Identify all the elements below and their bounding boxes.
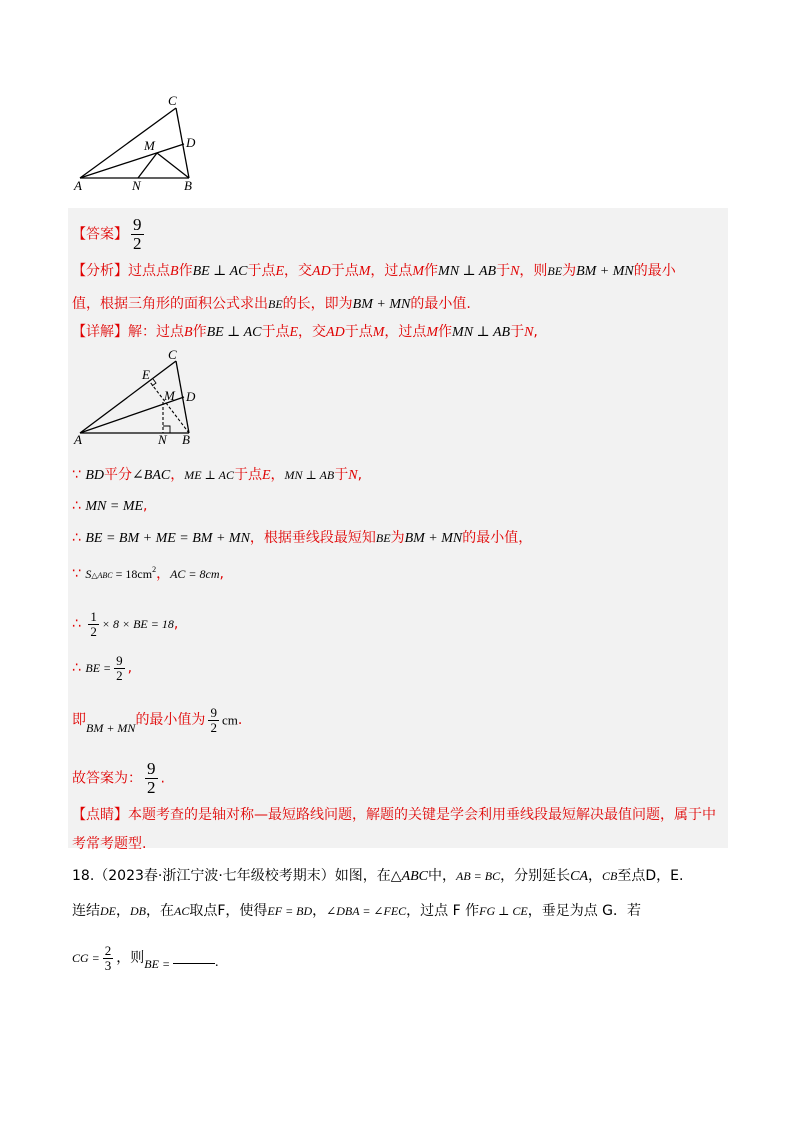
label-D2: D: [186, 389, 196, 404]
label-C2: C: [168, 347, 177, 362]
q18-line-2: 连结DE，DB，在AC取点F，使得EF = BD，∠DBA = ∠FEC，过点 F 作FG ⊥ CE，垂足为点 G．若: [72, 903, 642, 919]
step-1: ∵ BD平分∠BAC，ME ⊥ AC于点E，MN ⊥ AB于N,: [72, 467, 363, 483]
answer-fraction: $\frac{9}{2}$: [133, 215, 142, 253]
step-4: ∵ S△ABC = $18cm^2$，AC = 8cm,: [72, 565, 224, 582]
step-3: ∴ BE = BM + ME = BM + MN，根据垂线段最短知BE为BM + MN的最小值，: [72, 530, 533, 546]
step-6-fraction: $\frac{9}{2}$: [116, 653, 123, 683]
comment-line-1: 【点睛】本题考查的是轴对称—最短路线问题，解题的关键是学会利用垂线段最短解决最值问题，属于中: [72, 807, 716, 823]
comment-line-2: 考常考题型.: [72, 836, 147, 852]
label-M2: M: [164, 388, 175, 403]
label-A: A: [74, 178, 82, 192]
answer-blank: [173, 963, 215, 964]
triangle-figure-1: [72, 92, 202, 192]
label-A2: A: [74, 432, 82, 447]
label-B: B: [184, 178, 192, 192]
step-7: 即BM + MN的最小值为 $\frac{9}{2}$ cm.: [72, 705, 243, 736]
label-E2: E: [142, 367, 150, 382]
label-N2: N: [158, 432, 167, 447]
label-B2: B: [182, 432, 190, 447]
label-D: D: [186, 135, 196, 150]
q18-period: .: [215, 955, 219, 971]
label-M: M: [144, 138, 155, 153]
detail-line-1: 【详解】解：过点B作BE ⊥ AC于点E，交AD于点M，过点M作MN ⊥ AB于N,: [72, 324, 538, 340]
label-C: C: [168, 93, 177, 108]
q18-line-3: CG = $\frac{2}{3}$ ，则BE = .: [72, 943, 219, 973]
answer-line: 【答案】 $\frac{9}{2}$: [72, 215, 142, 253]
q18-line-1: 18.（2023春·浙江宁波·七年级校考期末）如图，在△ABC中，AB = BC，分别延长CA，CB至点D，E.: [72, 868, 684, 884]
step-6: ∴ BE = $\frac{9}{2}$ ,: [72, 653, 133, 683]
analysis-line-1: 【分析】过点点B作BE ⊥ AC于点E，交AD于点M，过点M作MN ⊥ AB于N，则BE为BM + MN的最小: [72, 263, 676, 279]
triangle-figure-2: [72, 347, 202, 447]
label-N: N: [132, 178, 141, 192]
step-5-fraction: $\frac{1}{2}$: [90, 609, 97, 639]
step-2: ∴ MN = ME,: [72, 498, 148, 514]
step-8-fraction: $\frac{9}{2}$: [147, 759, 156, 797]
analysis-line-2: 值，根据三角形的面积公式求出BE的长，即为BM + MN的最小值.: [72, 296, 471, 312]
q18-fraction: $\frac{2}{3}$: [104, 943, 112, 973]
step-8: 故答案为： $\frac{9}{2}$ .: [72, 759, 165, 797]
step-7-fraction: $\frac{9}{2}$: [210, 705, 217, 735]
step-5: ∴ $\frac{1}{2}$ × 8 × BE = 18,: [72, 609, 179, 639]
